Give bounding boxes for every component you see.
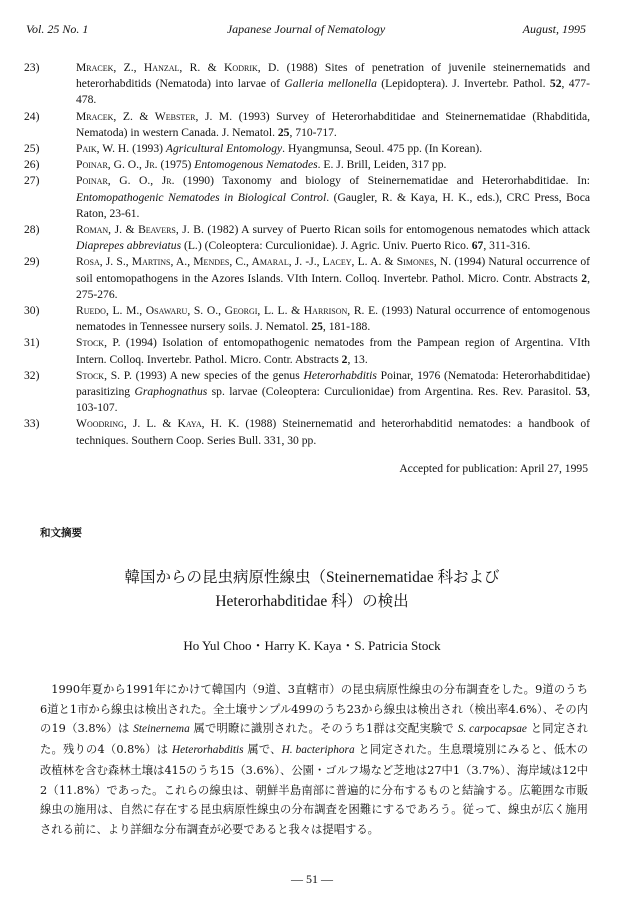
reference-text: Paik, W. H. (1993) Agricultural Entomology. Hyangmunsa, Seoul. 475 pp. (In Korean). bbox=[76, 142, 483, 156]
reference-item bbox=[0, 416, 624, 448]
title-line: Heterorhabditidae 科）の検出 bbox=[215, 593, 409, 610]
page-number: — 51 — bbox=[291, 872, 333, 886]
journal-name: Japanese Journal of Nematology bbox=[226, 22, 386, 36]
reference-number: 29) bbox=[24, 255, 40, 269]
reference-item bbox=[0, 368, 624, 417]
reference-text: Poinar, G. O., Jr. (1975) Entomogenous Nematodes. E. J. Brill, Leiden, 317 pp. bbox=[76, 158, 447, 172]
issue-date: August, 1995 bbox=[522, 22, 586, 36]
reference-number: 26) bbox=[24, 158, 40, 172]
reference-text: Ruedo, L. M., Osawaru, S. O., Georgi, L. L. & Harrison, R. E. (1993) Natural occurrence of entomogenous nematodes in Tennessee nursery soils. J. Nematol. 25, 181-188. bbox=[76, 304, 590, 334]
reference-number: 31) bbox=[24, 336, 40, 350]
reference-item bbox=[0, 222, 624, 254]
reference-item bbox=[0, 60, 624, 109]
article-title bbox=[0, 566, 624, 614]
reference-item bbox=[0, 109, 624, 141]
reference-number: 32) bbox=[24, 368, 40, 382]
reference-number: 30) bbox=[24, 304, 40, 318]
reference-text: Rosa, J. S., Martins, A., Mendes, C., Amaral, J. -J., Lacey, L. A. & Simones, N. (1994) Natural occurrence of soil entomopathogens in the Azores Islands. VIth Intern. Colloq. Invertebr. Pathol. Micro. Contr. Abstracts 2, 275-276. bbox=[76, 255, 590, 301]
reference-text: Stock, S. P. (1993) A new species of the genus Heterorhabditis Poinar, 1976 (Nematoda: Heterorhabditidae) parasitizing Graphognathus sp. larvae (Coleoptera: Curculionidae) from Argentina. Res. Rev. Parasitol. 53, 103-107. bbox=[76, 368, 591, 415]
volume-label: Vol. 25 No. 1 bbox=[26, 22, 89, 36]
reference-item bbox=[0, 303, 624, 335]
abstract-body bbox=[40, 680, 588, 840]
running-header bbox=[26, 22, 586, 40]
reference-number: 24) bbox=[24, 109, 40, 123]
reference-item bbox=[0, 157, 624, 173]
reference-text: Stock, P. (1994) Isolation of entomopathogenic nematodes from the Pampean region of Argentina. VIth Intern. Colloq. Invertebr. Pathol. Micro. Contr. Abstracts 2, 13. bbox=[76, 336, 590, 366]
reference-item bbox=[0, 335, 624, 367]
abstract-paragraph: 1990年夏から1991年にかけて韓国内（9道、3直轄市）の昆虫病原性線虫の分布調査をした。9道のうち6道と1市から線虫は検出された。全土壌サンプル499のうち23から線虫は検出され（検出率4.6%）、その内の19（3.8%）は Steinernema 属で明瞭に識別された。そのうち1群は交配実験で S. carpocapsae と同定された。残りの4（0.8%）は Heterorhabditis 属で、H. bacteriphora と同定された。生息環境別にみると、低木の改植林を含む森林土壌は415のうち15（3.6%）、公園・ゴルフ場など芝地は27中1（3.7%）、海岸域は12中2（11.8%）であった。これらの線虫は、朝鮮半島南部に普遍的に分布するものと結論する。広範囲な市販線虫の施用は、自然に存在する昆虫病原性線虫の分布調査を困難にするであろう。従って、線虫が広く施用される前に、より詳細な分布調査が必要であると我々は提唱する。 bbox=[40, 683, 589, 836]
author-list: Ho Yul Choo・Harry K. Kaya・S. Patricia Stock bbox=[183, 638, 441, 653]
reference-list bbox=[0, 60, 624, 449]
reference-text: Poinar, G. O., Jr. (1990) Taxonomy and biology of Steinernematidae and Heterorhabditidae. In: Entomopathogenic Nematodes in Biological Control. (Gaugler, R. & Kaya, H. K., eds.), CRC Press, Boca Raton, 23-61. bbox=[76, 174, 591, 220]
reference-text: Roman, J. & Beavers, J. B. (1982) A survey of Puerto Rican soils for entomogenous nematodes which attack Diaprepes abbreviatus (L.) (Coleoptera: Curculionidae). J. Agric. Univ. Puerto Rico. 67, 311-316. bbox=[76, 223, 590, 253]
reference-text: Mracek, Z., Hanzal, R. & Kodrik, D. (1988) Sites of penetration of juvenile steinernematids and heterorhabditids (Nematoda) into larvae of Galleria mellonella (Lepidoptera). J. Invertebr. Pathol. 52, 477-478. bbox=[76, 61, 590, 107]
reference-number: 33) bbox=[24, 417, 40, 431]
reference-number: 27) bbox=[24, 174, 40, 188]
reference-item bbox=[0, 254, 624, 303]
reference-text: Woodring, J. L. & Kaya, H. K. (1988) Steinernematid and heterorhabditid nematodes: a handbook of techniques. Southern Coop. Series Bull. 331, 30 pp. bbox=[76, 417, 590, 447]
reference-text: Mracek, Z. & Webster, J. M. (1993) Survey of Heterorhabditidae and Steinernematidae (Rhabditida, Nematoda) in western Canada. J. Nematol. 25, 710-717. bbox=[76, 109, 590, 139]
reference-number: 25) bbox=[24, 142, 40, 156]
reference-number: 23) bbox=[24, 61, 40, 74]
reference-item bbox=[0, 141, 624, 157]
accepted-date: Accepted for publication: April 27, 1995 bbox=[399, 462, 588, 475]
reference-item bbox=[0, 173, 624, 222]
section-label: 和文摘要 bbox=[40, 527, 82, 539]
title-line: 韓国からの昆虫病原性線虫（Steinernematidae 科および bbox=[124, 569, 500, 586]
reference-number: 28) bbox=[24, 223, 40, 237]
